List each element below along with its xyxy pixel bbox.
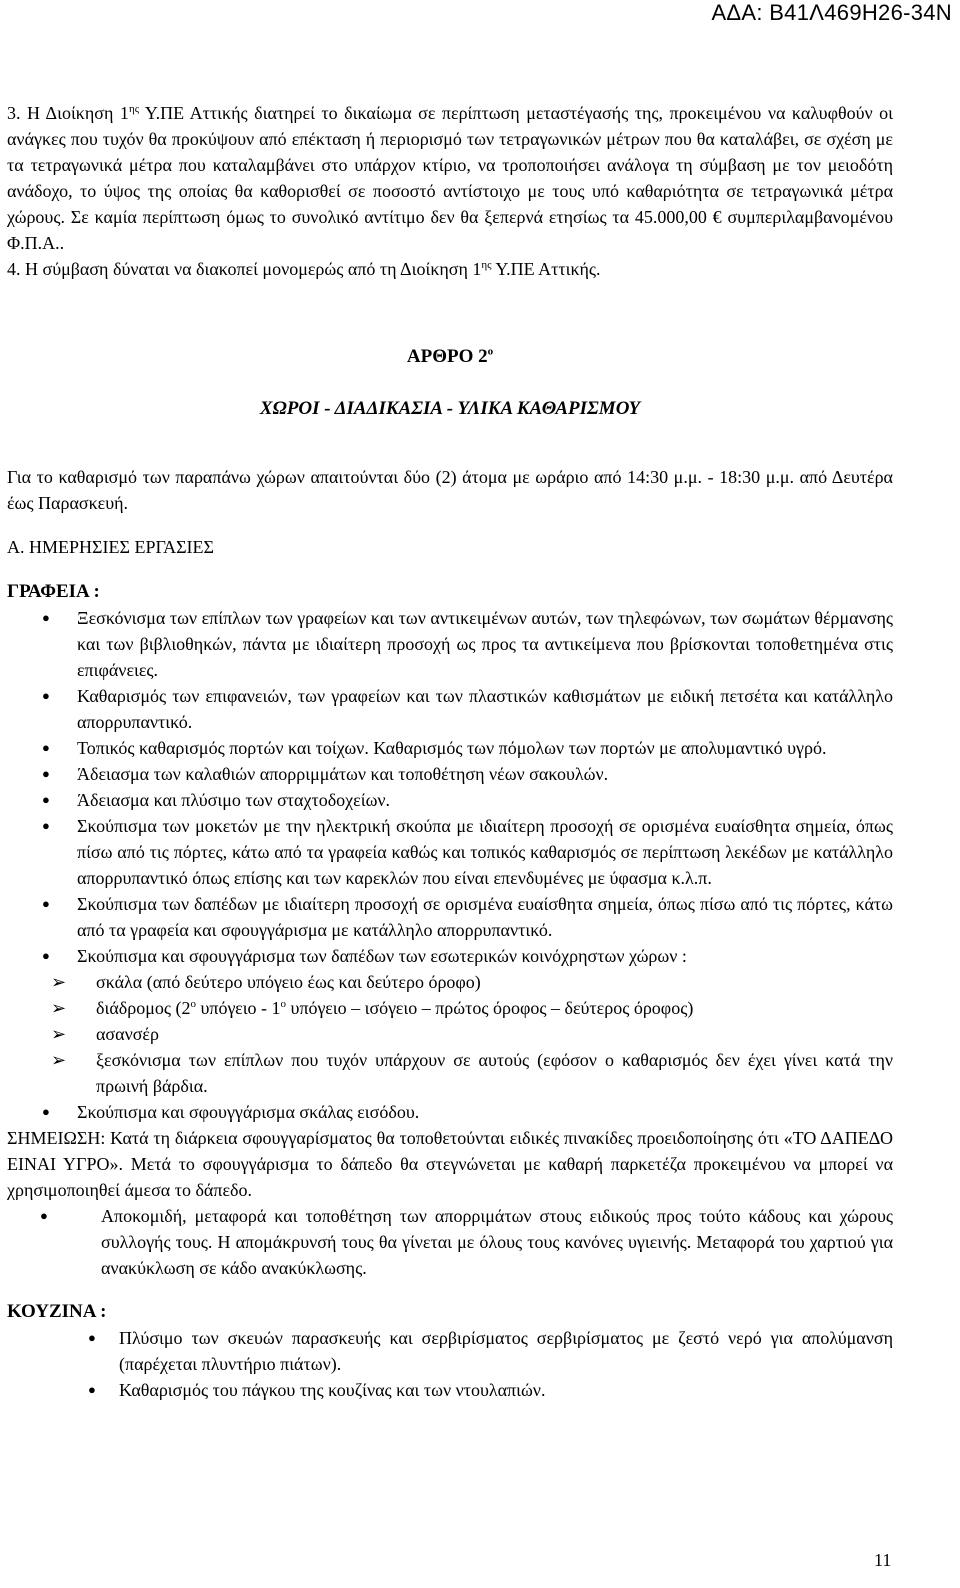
list-item: ● Καθαρισμός του πάγκου της κουζίνας και των ντουλαπιών. <box>7 1377 893 1403</box>
waste-list <box>7 1203 893 1281</box>
list-item: ● Σκούπισμα των μοκετών με την ηλεκτρική σκούπα με ιδιαίτερη προσοχή σε ορισμένα ευαίσθητα σημεία, όπως πίσω από τις πόρτες, κάτω από τα γραφεία καθώς και τοπικός καθαρισμός σε περίπτωση λεκέδων με κατάλληλο απορρυπαντικό όπως επίσης και των καρεκλών που είναι επενδυμένες με ύφασμα κ.λ.π. <box>7 813 893 891</box>
list-item: ● Πλύσιμο των σκευών παρασκευής και σερβιρίσματος σερβιρίσματος με ζεστό νερό για απολύμανση (παρέχεται πλυντήριο πιάτων). <box>7 1325 893 1377</box>
article-subtitle: ΧΩΡΟΙ - ΔΙΑΔΙΚΑΣΙΑ - ΥΛΙΚΑ ΚΑΘΑΡΙΣΜΟΥ <box>259 398 641 419</box>
entrance-list <box>7 1099 893 1125</box>
bullet-icon: ● <box>42 948 50 963</box>
list-item: ● Άδειασμα και πλύσιμο των σταχτοδοχείων. <box>7 787 893 813</box>
list-item: ● Τοπικός καθαρισμός πορτών και τοίχων. Καθαρισμός των πόμολων των πορτών με απολυμαντικό υγρό. <box>7 735 893 761</box>
bullet-icon: ● <box>42 792 50 807</box>
paragraph-item-4: 4. Η σύμβαση δύναται να διακοπεί μονομερώς από τη Διοίκηση $1^{\eta\varsigma}$ Υ.ΠΕ Αττικής. <box>7 259 601 279</box>
common-areas-list <box>7 969 893 1099</box>
bullet-icon: ● <box>42 1104 50 1119</box>
bullet-icon: ● <box>40 1208 48 1223</box>
list-item: ● Καθαρισμός των επιφανειών, των γραφείων και των πλαστικών καθισμάτων με ειδική πετσέτα και κατάλληλο απορρυπαντικό. <box>7 683 893 735</box>
offices-task-list <box>7 605 893 969</box>
bullet-icon: ● <box>42 818 50 833</box>
list-item: ● Ξεσκόνισμα των επίπλων των γραφείων και των αντικειμένων αυτών, των τηλεφώνων, των σωμάτων θέρμανσης και των βιβλιοθηκών, πάντα με ιδιαίτερη προσοχή ως προς τα αντικείμενα που βρίσκονται τοποθετημένα στις επιφάνειες. <box>7 605 893 683</box>
arrow-bullet-icon: ➢ <box>51 972 67 992</box>
list-item: ● Άδειασμα των καλαθιών απορριμμάτων και τοποθέτηση νέων σακουλών. <box>7 761 893 787</box>
arrow-bullet-icon: ➢ <box>51 998 67 1018</box>
list-item: ➢ διάδρομος ($2^o$ υπόγειο - $1^o$ υπόγειο – ισόγειο – πρώτος όροφος – δεύτερος όροφος) <box>7 995 893 1021</box>
list-item: ➢ ασανσέρ <box>7 1021 893 1047</box>
bullet-icon: ● <box>42 766 50 781</box>
section-a-title: Α. ΗΜΕΡΗΣΙΕΣ ΕΡΓΑΣΙΕΣ <box>7 537 215 557</box>
list-item: ● Αποκομιδή, μεταφορά και τοποθέτηση των απορριμάτων στους ειδικούς προς τούτο κάδους και χώρους συλλογής τους. Η απομάκρυνσή τους θα γίνεται με όλους τους κανόνες υγιεινής. Μεταφορά του χαρτιού για ανακύκλωση σε κάδο ανακύκλωσης. <box>7 1203 893 1281</box>
kitchen-heading: ΚΟΥΖΙΝΑ : <box>7 1301 107 1322</box>
arrow-bullet-icon: ➢ <box>51 1050 67 1070</box>
note-paragraph: ΣΗΜΕΙΩΣΗ: Κατά τη διάρκεια σφουγγαρίσματος θα τοποθετούνται ειδικές πινακίδες προειδοποίησης ότι «ΤΟ ΔΑΠΕΔΟ ΕΙΝΑΙ ΥΓΡΟ». Μετά το σφουγγάρισμα το δάπεδο θα στεγνώνεται με καθαρή παρκετέζα προκειμένου να μπορεί να χρησιμοποιηθεί άμεσα το δάπεδο. <box>7 1128 893 1200</box>
kitchen-task-list <box>7 1325 893 1403</box>
list-item: ● Σκούπισμα των δαπέδων με ιδιαίτερη προσοχή σε ορισμένα ευαίσθητα σημεία, όπως πίσω από τις πόρτες, κάτω από τα γραφεία και σφουγγάρισμα με κατάλληλο απορρυπαντικό. <box>7 891 893 943</box>
article-title: ΑΡΘΡΟ $2^o$ <box>406 345 494 367</box>
bullet-icon: ● <box>42 688 50 703</box>
ada-code: ΑΔΑ: Β41Λ469Η26-34Ν <box>711 0 952 25</box>
bullet-icon: ● <box>88 1330 96 1345</box>
document-body <box>7 100 893 1403</box>
paragraph-item-3: 3. Η Διοίκηση $1^{\eta\varsigma}$ Υ.ΠΕ Αττικής διατηρεί το δικαίωμα σε περίπτωση μεταστέγασής της, προκειμένου να καλυφθούν οι ανάγκες που τυχόν θα προκύψουν από επέκταση ή περιορισμό των τετραγωνικών μέτρων που θα καταλάβει, σε σχέση με τα τετραγωνικά μέτρα που καταλαμβάνει στο υπάρχον κτίριο, να τροποποιήσει ανάλογα τη σύμβαση με τον μειοδότη ανάδοχο, το ύψος της οποίας θα καθορισθεί σε ποσοστό αντίστοιχο με τους υπό καθαριότητα σε τετραγωνικά μέτρα χώρους. Σε καμία περίπτωση όμως το συνολικό αντίτιμο δεν θα ξεπερνά ετησίως τα 45.000,00 € συμπεριλαμβανομένου Φ.Π.Α.. <box>7 103 893 253</box>
arrow-bullet-icon: ➢ <box>51 1024 67 1044</box>
bullet-icon: ● <box>88 1382 96 1397</box>
bullet-icon: ● <box>42 896 50 911</box>
list-item: ● Σκούπισμα και σφουγγάρισμα σκάλας εισόδου. <box>7 1099 893 1125</box>
list-item: ➢ ξεσκόνισμα των επίπλων που τυχόν υπάρχουν σε αυτούς (εφόσον ο καθαρισμός δεν έχει γίνει κατά την πρωινή βάρδια. <box>7 1047 893 1099</box>
page-number: 11 <box>874 1550 892 1570</box>
bullet-icon: ● <box>42 740 50 755</box>
offices-heading: ΓΡΑΦΕΙΑ : <box>7 581 100 602</box>
list-item: ● Σκούπισμα και σφουγγάρισμα των δαπέδων των εσωτερικών κοινόχρηστων χώρων : <box>7 943 893 969</box>
list-item: ➢ σκάλα (από δεύτερο υπόγειο έως και δεύτερο όροφο) <box>7 969 893 995</box>
article-intro: Για το καθαρισμό των παραπάνω χώρων απαιτούνται δύο (2) άτομα με ωράριο από 14:30 μ.μ. - 18:30 μ.μ. από Δευτέρα έως Παρασκευή. <box>7 467 893 513</box>
bullet-icon: ● <box>42 610 50 625</box>
